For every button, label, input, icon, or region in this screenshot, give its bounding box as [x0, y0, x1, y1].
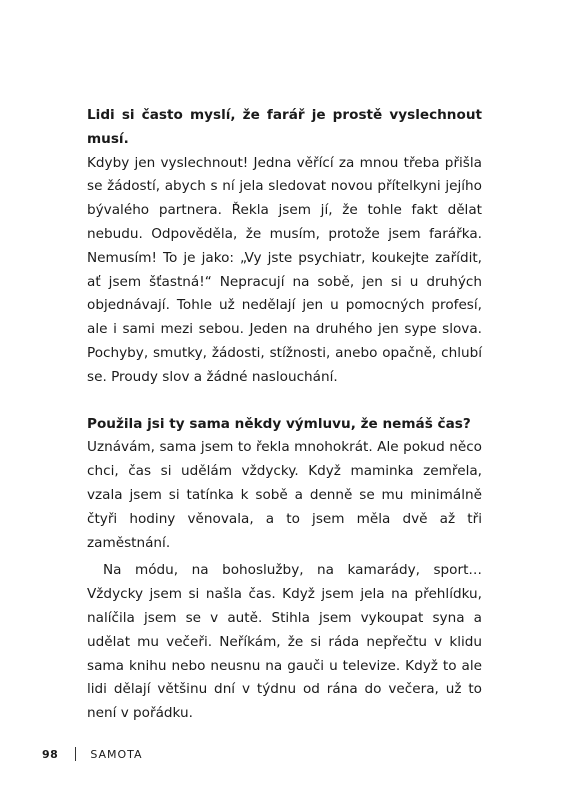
interview-section-2	[87, 413, 482, 726]
question-heading: Použila jsi ty sama někdy výmluvu, že nemáš čas?	[87, 415, 471, 432]
answer-paragraph: Na módu, na bohoslužby, na kamarády, sport… Vždycky jsem si našla čas. Když jsem jela na přehlídku, nalíčila jsem se v autě. Stihla jsem vykoupat syna a udělat mu večeři. Neříkám, že si ráda nepřečtu v klidu sama knihu nebo neusnu na gauči u televize. Když to ale lidi dělají většinu dní v týdnu od rána do večera, už to není v pořádku.	[87, 562, 482, 722]
page-footer	[42, 747, 143, 761]
question-heading: Lidi si často myslí, že farář je prostě vyslechnout musí.	[87, 107, 482, 147]
footer-separator	[75, 747, 76, 761]
running-section-title: SAMOTA	[90, 747, 143, 761]
page-body	[87, 104, 482, 726]
answer-paragraph: Kdyby jen vyslechnout! Jedna věřící za mnou třeba přišla se žádostí, abych s ní jela sledovat novou přítelkyni jejího bývalého partnera. Řekla jsem jí, že tohle fakt dělat nebudu. Odpověděla, že musím, protože jsem farářka. Nemusím! To je jako: „Vy jste psychiatr, koukejte zařídit, ať jsem šťastná!“ Nepracují na sobě, jen si u druhých objednávají. Tohle už nedělají jen u pomocných profesí, ale i sami mezi sebou. Jeden na druhého jen sype slova. Pochyby, smutky, žádosti, stížnosti, anebo opačně, chlubí se. Proudy slov a žádné naslouchání.	[87, 154, 482, 385]
interview-section-1	[87, 104, 482, 390]
answer-paragraph: Uznávám, sama jsem to řekla mnohokrát. Ale pokud něco chci, čas si udělám vždycky. Když maminka zemřela, vzala jsem si tatínka k sobě a denně se mu minimálně čtyři hodiny věnovala, a to jsem měla dvě až tři zaměstnání.	[87, 439, 482, 551]
page-number: 98	[42, 747, 59, 761]
